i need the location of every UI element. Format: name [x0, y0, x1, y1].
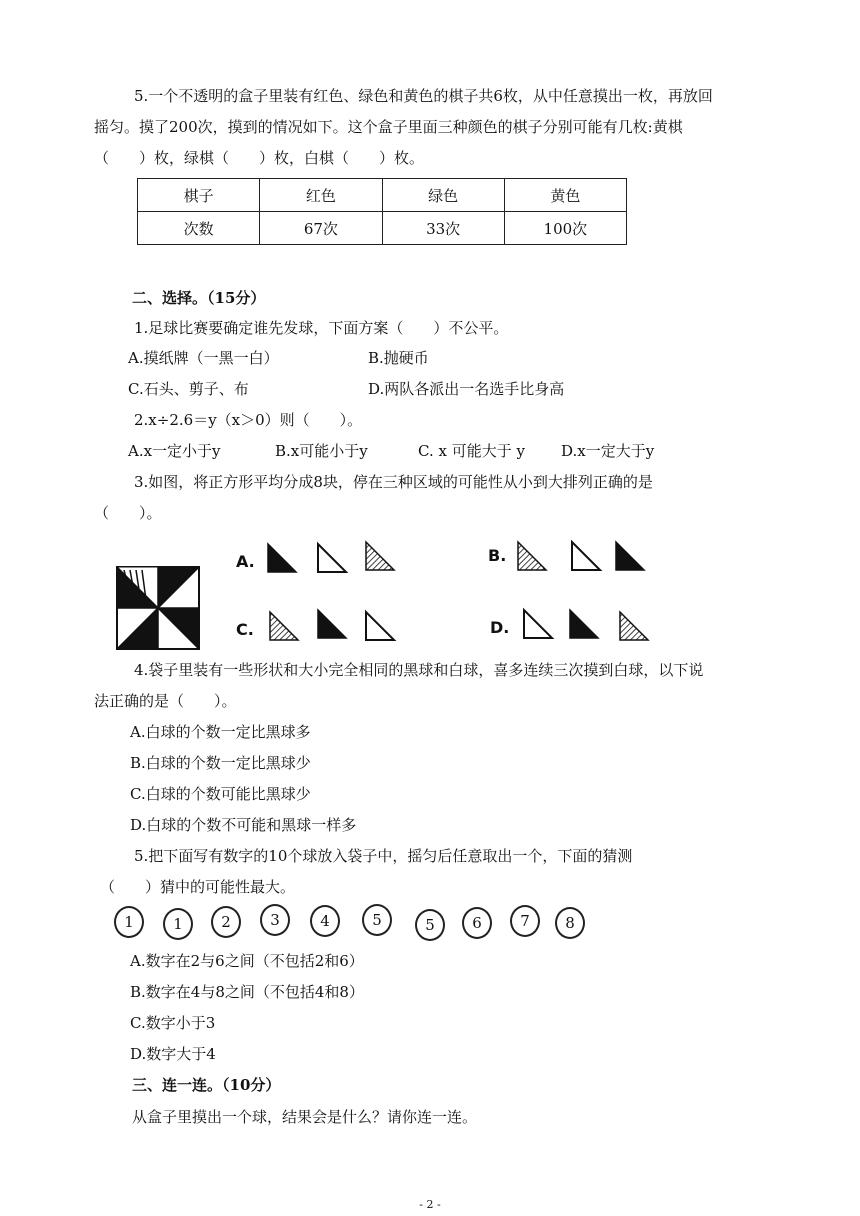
- q5-option-b: B.数字在4与8之间（不包括4和8）: [130, 983, 364, 1001]
- triangle-white-icon: [318, 544, 346, 572]
- tally-table: [137, 178, 627, 245]
- number-ball: 3: [260, 904, 290, 936]
- q1-stem: 1.足球比赛要确定谁先发球，下面方案（ ）不公平。: [134, 319, 509, 337]
- triangle-black-icon: [570, 610, 598, 638]
- number-ball: 4: [310, 905, 340, 937]
- q4-option-a: A.白球的个数一定比黑球多: [130, 723, 311, 741]
- q1-option-a: A.摸纸牌（一黑一白）: [128, 349, 279, 367]
- q5-fill-line-2: 摇匀。摸了200次，摸到的情况如下。这个盒子里面三种颜色的棋子分别可能有几枚:黄棋: [94, 118, 683, 136]
- q5-option-c: C.数字小于3: [130, 1014, 216, 1032]
- number-ball: 1: [163, 908, 193, 940]
- q4-option-d: D.白球的个数不可能和黑球一样多: [130, 816, 357, 834]
- number-ball: 5: [415, 909, 445, 941]
- table-row: [138, 212, 627, 245]
- triangle-black-icon: [616, 542, 644, 570]
- q3-label-a: A.: [236, 552, 255, 571]
- q5-fill-line-3: （ ）枚，绿棋（ ）枚，白棋（ ）枚。: [94, 149, 425, 167]
- table-cell: 黄色: [504, 179, 626, 212]
- q2-option-a: A.x一定小于y: [128, 442, 221, 460]
- triangle-white-icon: [572, 542, 600, 570]
- q3-label-c: C.: [236, 620, 254, 639]
- table-cell: 100次: [504, 212, 626, 245]
- number-ball: 8: [555, 907, 585, 939]
- q3-option-figures: [232, 540, 652, 650]
- q5-stem-line-2: （ ）猜中的可能性最大。: [100, 878, 296, 896]
- triangle-striped-icon: [620, 612, 648, 640]
- q3-stem-line-2: （ ）。: [94, 504, 162, 522]
- triangle-striped-icon: [270, 612, 298, 640]
- q3-label-b: B.: [488, 546, 507, 565]
- table-cell: 33次: [382, 212, 504, 245]
- table-cell: 棋子: [138, 179, 260, 212]
- section3-intro: 从盒子里摸出一个球，结果会是什么？请你连一连。: [132, 1108, 478, 1126]
- q4-stem-line-1: 4.袋子里装有一些形状和大小完全相同的黑球和白球，喜多连续三次摸到白球，以下说: [134, 661, 704, 679]
- q3-label-d: D.: [490, 618, 510, 637]
- q2-option-c: C. x 可能大于 y: [418, 442, 525, 460]
- number-ball: 1: [114, 906, 144, 938]
- table-cell: 次数: [138, 212, 260, 245]
- table-cell: 67次: [260, 212, 382, 245]
- triangle-striped-icon: [518, 542, 546, 570]
- table-row: [138, 179, 627, 212]
- q2-stem: 2.x÷2.6＝y（x＞0）则（ ）。: [134, 411, 363, 429]
- q5-option-d: D.数字大于4: [130, 1045, 216, 1063]
- q5-fill-line-1: 5.一个不透明的盒子里装有红色、绿色和黄色的棋子共6枚，从中任意摸出一枚，再放回: [134, 87, 713, 105]
- q4-option-c: C.白球的个数可能比黑球少: [130, 785, 311, 803]
- triangle-striped-icon: [366, 542, 394, 570]
- number-ball: 7: [510, 905, 540, 937]
- q2-option-d: D.x一定大于y: [561, 442, 655, 460]
- q4-option-b: B.白球的个数一定比黑球少: [130, 754, 311, 772]
- q1-option-d: D.两队各派出一名选手比身高: [368, 380, 565, 398]
- pinwheel-square-figure: [116, 566, 200, 650]
- section2-title: 二、选择。（15分）: [132, 289, 266, 307]
- number-ball: 5: [362, 904, 392, 936]
- table-cell: 红色: [260, 179, 382, 212]
- page-number: - 2 -: [419, 1198, 441, 1211]
- triangle-white-icon: [524, 610, 552, 638]
- q5-stem-line-1: 5.把下面写有数字的10个球放入袋子中，摇匀后任意取出一个，下面的猜测: [134, 847, 633, 865]
- q1-option-c: C.石头、剪子、布: [128, 380, 249, 398]
- q1-option-b: B.抛硬币: [368, 349, 429, 367]
- triangle-black-icon: [268, 544, 296, 572]
- table-cell: 绿色: [382, 179, 504, 212]
- triangle-black-icon: [318, 610, 346, 638]
- q3-stem-line-1: 3.如图，将正方形平均分成8块，停在三种区域的可能性从小到大排列正确的是: [134, 473, 653, 491]
- number-ball: 2: [211, 906, 241, 938]
- section3-title: 三、连一连。（10分）: [132, 1076, 281, 1094]
- number-ball: 6: [462, 907, 492, 939]
- q2-option-b: B.x可能小于y: [275, 442, 368, 460]
- triangle-white-icon: [366, 612, 394, 640]
- q5-option-a: A.数字在2与6之间（不包括2和6）: [130, 952, 364, 970]
- q4-stem-line-2: 法正确的是（ ）。: [94, 692, 237, 710]
